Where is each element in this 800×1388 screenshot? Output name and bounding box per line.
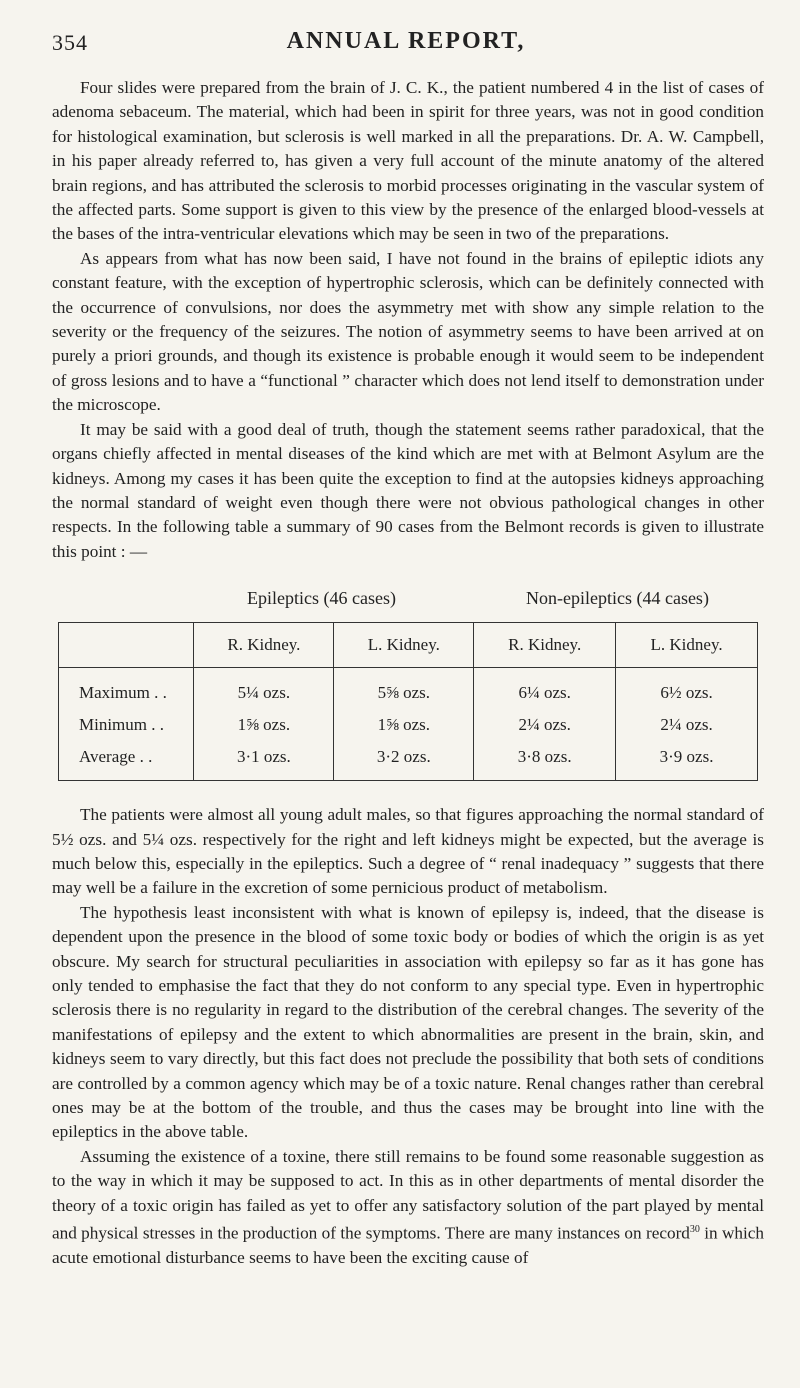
column-header: R. Kidney.	[474, 623, 616, 668]
column-header: R. Kidney.	[194, 623, 334, 668]
page-header	[52, 28, 760, 58]
table-cell: 3·8 ozs.	[474, 741, 616, 781]
paragraph: Four slides were prepared from the brain of J. C. K., the patient numbered 4 in the list of cases of adenoma sebaceum. The material, which had been in spirit for three years, was not in good condition for histological examination, but sclerosis is well marked in all the preparations. Dr. A. W. Campbell, in his paper already referred to, has given a very full account of the minute anatomy of the altered brain regions, and has attributed the sclerosis to morbid processes originating in the vascular system of the affected parts. Some support is given to this view by the presence of the enlarged blood-vessels at the bases of the intra-ventricular elevations which may be seen in two of the preparations.	[52, 78, 764, 244]
table-row	[59, 741, 758, 781]
paragraph: As appears from what has now been said, I have not found in the brains of epileptic idiots any constant feature, with the exception of hypertrophic sclerosis, which can be definitely connected with the occurrence of convulsions, nor does the asymmetry met with show any simple relation to the severity or the frequency of the seizures. The notion of asymmetry seems to have been arrived at on purely a priori grounds, and though its existence is probable enough it would seem to be independent of gross lesions and to have a “functional ” character which does not lend itself to demonstration under the microscope.	[52, 248, 764, 415]
table-cell: 3·2 ozs.	[334, 741, 474, 781]
table-cell: 1⅝ ozs.	[334, 709, 474, 741]
paragraph-text: Assuming the existence of a toxine, there still remains to be found some reasonable suggestion as to the way in which it may be supposed to act. In this as in other departments of mental disorder the theory of a toxic origin has failed as yet to offer any satisfactory solution of the part played by mental and physical stresses in the production of the symptoms. There are many instances on record	[52, 1146, 764, 1243]
table-cell: 3·1 ozs.	[194, 741, 334, 781]
row-label: Average . .	[59, 741, 194, 781]
table-cell: 2¼ ozs.	[616, 709, 758, 741]
column-header: L. Kidney.	[334, 623, 474, 668]
paragraph: The patients were almost all young adult males, so that figures approaching the normal standard of 5½ ozs. and 5¼ ozs. respectively for the right and left kidneys might be expected, but the average is much below this, especially in the epileptics. Such a degree of “ renal inadequacy ” suggests that there may well be a failure in the excretion of some pernicious product of metabolism.	[52, 805, 764, 898]
body-text	[52, 76, 764, 1271]
column-header: L. Kidney.	[616, 623, 758, 668]
table-group-headings	[52, 586, 764, 622]
paragraph	[52, 1145, 764, 1271]
table-row	[59, 709, 758, 741]
column-header	[59, 623, 194, 668]
footnote-ref: 30	[689, 1224, 700, 1236]
table-cell: 6¼ ozs.	[474, 668, 616, 710]
running-title: ANNUAL REPORT,	[286, 28, 526, 54]
table-cell: 3·9 ozs.	[616, 741, 758, 781]
row-label: Minimum . .	[59, 709, 194, 741]
table-cell: 5⅝ ozs.	[334, 668, 474, 710]
paragraph: It may be said with a good deal of truth, though the statement seems rather paradoxical, that the organs chiefly affected in mental diseases of the kind which are met with at Belmont Asylum are the kidneys. Among my cases it has been quite the exception to find at the autopsies kidneys approaching the normal standard of weight even though there were not obvious pathological changes in other respects. In the following table a summary of 90 cases from the Belmont records is given to illustrate this point : —	[52, 419, 764, 561]
table-cell: 5¼ ozs.	[194, 668, 334, 710]
row-label: Maximum . .	[59, 668, 194, 710]
table-cell: 6½ ozs.	[616, 668, 758, 710]
kidney-weight-table	[58, 622, 758, 781]
group-heading-epileptics: Epileptics (46 cases)	[247, 588, 396, 609]
page-number: 354	[52, 30, 88, 55]
table-row	[59, 668, 758, 710]
group-heading-non-epileptics: Non-epileptics (44 cases)	[526, 588, 709, 609]
paragraph-text-end: in which acute emotional disturbance seems to have been the exciting cause of	[52, 1223, 764, 1268]
table-cell: 2¼ ozs.	[474, 709, 616, 741]
table-cell: 1⅝ ozs.	[194, 709, 334, 741]
paragraph: The hypothesis least inconsistent with what is known of epilepsy is, indeed, that the disease is dependent upon the presence in the blood of some toxic body or bodies of which the origin is as yet obscure. My search for structural peculiarities in association with epilepsy so far as it has gone has only tended to emphasise the fact that they do not conform to any special type. Even in hypertrophic sclerosis there is no regularity in regard to the distribution of the cerebral changes. The severity of the manifestations of epilepsy and the extent to which abnormalities are present in the brain, skin, and kidneys seem to vary directly, but this fact does not preclude the possibility that both sets of conditions are controlled by a common agency which may be of a toxic nature. Renal changes rather than cerebral ones may be at the bottom of the trouble, and thus the cases may be brought into line with the epileptics in the above table.	[52, 902, 764, 1142]
table-header-row	[59, 623, 758, 668]
